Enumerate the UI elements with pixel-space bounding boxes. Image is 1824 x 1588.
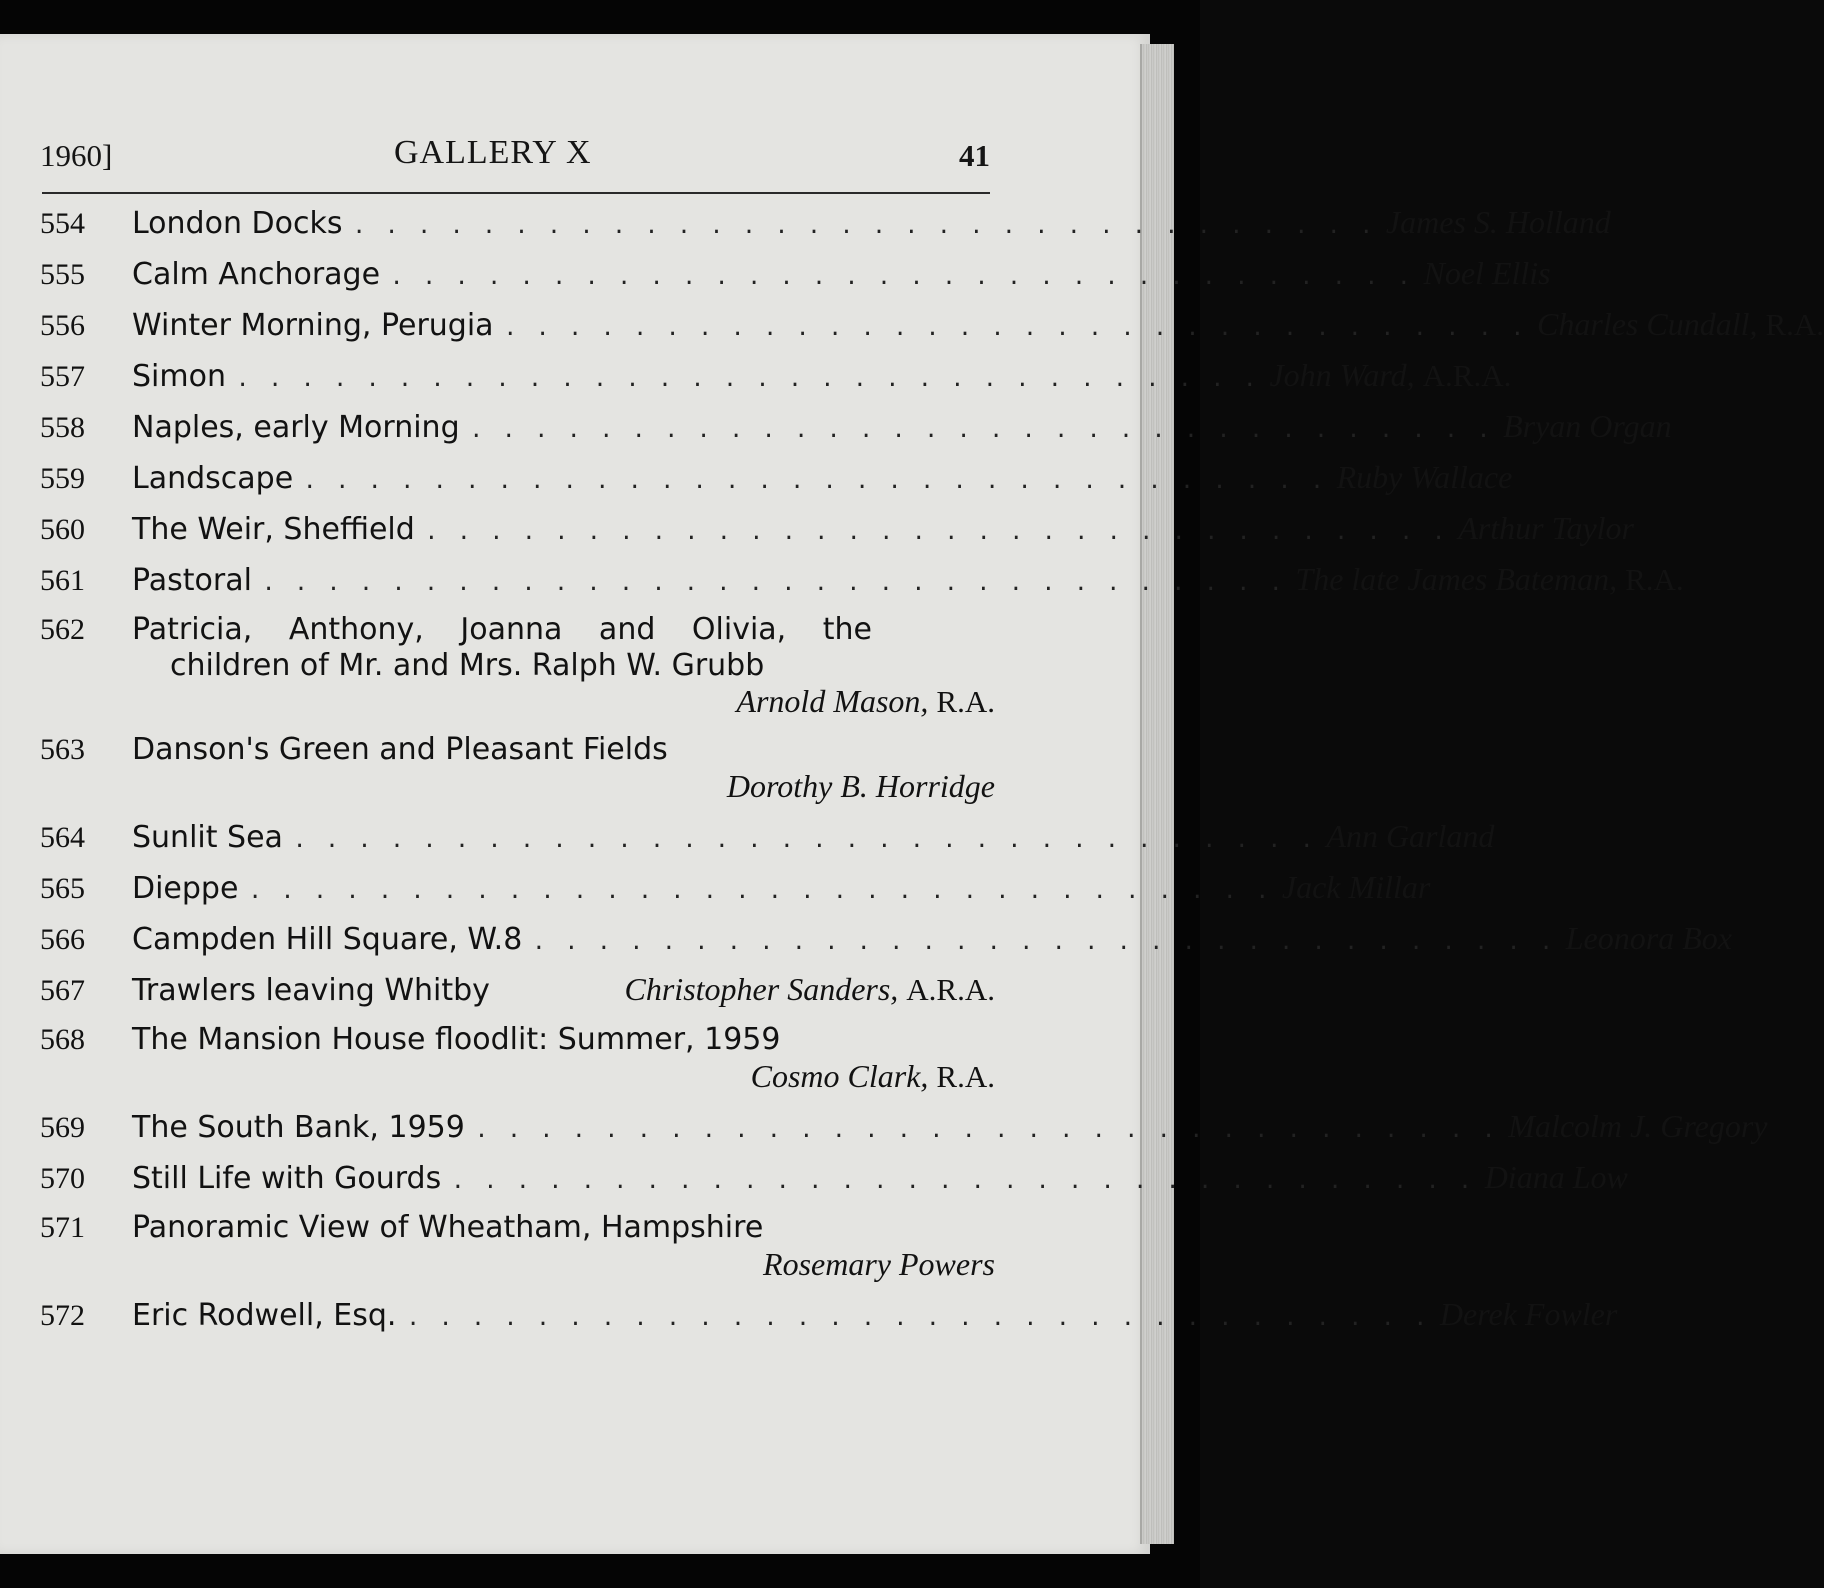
- header-rule: [42, 192, 990, 194]
- catalogue-entry: [40, 356, 1512, 407]
- leader-dots: . . . . . . . . . . . . . . . . . . . . . . . . . . . . . . . .: [352, 214, 1376, 239]
- entry-number: 569: [40, 1111, 85, 1144]
- entry-title: Simon: [132, 359, 226, 394]
- entry-title: Calm Anchorage: [132, 257, 381, 292]
- entry-number: 559: [40, 462, 85, 495]
- leader-dots: . . . . . . . . . . . . . . . . . . . . . . . . . . . . . . . .: [303, 469, 1327, 494]
- entry-artist: Ann Garland: [1326, 818, 1495, 854]
- entry-title: Still Life with Gourds: [132, 1161, 442, 1196]
- header-year: 1960]: [40, 138, 113, 173]
- entry-number: 555: [40, 258, 85, 291]
- catalogue-entry: [40, 731, 995, 817]
- leader-dots: . . . . . . . . . . . . . . . . . . . . . . . . . . . . . . . .: [424, 520, 1449, 545]
- leader-dots: . . . . . . . . . . . . . . . . . . . . . . . . . . . . . . . .: [235, 367, 1260, 392]
- entry-title: Landscape: [132, 461, 294, 496]
- catalogue-entry: [40, 1295, 1618, 1346]
- entry-artist: Rosemary Powers: [763, 1246, 995, 1282]
- entry-title-line-2: children of Mr. and Mrs. Ralph W. Grubb: [170, 648, 765, 683]
- entry-number: 566: [40, 923, 85, 956]
- entry-title: Panoramic View of Wheatham, Hampshire: [132, 1210, 764, 1245]
- entry-title: The South Bank, 1959: [132, 1110, 465, 1145]
- entry-number: 572: [40, 1299, 85, 1332]
- entry-title: Campden Hill Square, W.8: [132, 922, 523, 957]
- leader-dots: . . . . . . . . . . . . . . . . . . . . . . . . . . . . . . . .: [503, 316, 1528, 341]
- entry-artist-honour: R.A.: [1625, 562, 1684, 597]
- catalogue-entry: [40, 1107, 1768, 1158]
- entry-number: 562: [40, 613, 85, 646]
- entry-title-line-1: Patricia, Anthony, Joanna and Olivia, the: [132, 612, 872, 647]
- entry-number: 567: [40, 974, 85, 1007]
- entry-title: Trawlers leaving Whitby: [132, 973, 490, 1008]
- catalogue-entry: [40, 254, 1551, 305]
- entry-artist: Derek Fowler: [1439, 1296, 1618, 1332]
- catalogue-entry: [40, 458, 1513, 509]
- scan-bottom-border: [0, 1554, 1200, 1588]
- leader-dots: . . . . . . . . . . . . . . . . . . . . . . . . . . . . . . . .: [451, 1169, 1475, 1194]
- leader-dots: . . . . . . . . . . . . . . . . . . . . . . . . . . . . . . . .: [406, 1306, 1430, 1331]
- running-head: [40, 132, 990, 178]
- entry-number: 556: [40, 309, 85, 342]
- catalogue-entry: [40, 305, 1824, 356]
- entry-title: Dieppe: [132, 871, 239, 906]
- leader-dots: . . . . . . . . . . . . . . . . . . . . . . . . . . . . . . . .: [469, 418, 1494, 443]
- entry-number: 564: [40, 821, 85, 854]
- leader-dots: . . . . . . . . . . . . . . . . . . . . . . . . . . . . . . . .: [292, 828, 1317, 853]
- entry-number: 554: [40, 207, 85, 240]
- entry-artist-honour: R.A.: [936, 684, 995, 719]
- entry-title: Winter Morning, Perugia: [132, 308, 494, 343]
- catalogue-entry: [40, 919, 1732, 970]
- catalogue-entry: [40, 970, 995, 1021]
- entry-artist: Leonora Box: [1565, 920, 1732, 956]
- entry-title: Sunlit Sea: [132, 820, 283, 855]
- entry-number: 568: [40, 1023, 85, 1056]
- catalogue-entry: [40, 509, 1634, 560]
- entry-artist: Malcolm J. Gregory: [1508, 1108, 1768, 1144]
- leader-dots: . . . . . . . . . . . . . . . . . . . . . . . . . . . . . . . .: [248, 879, 1272, 904]
- leader-dots: . . . . . . . . . . . . . . . . . . . . . . . . . . . . . . . .: [261, 571, 1286, 596]
- entry-artist: Dorothy B. Horridge: [726, 768, 995, 804]
- entry-artist: Ruby Wallace: [1336, 459, 1513, 495]
- header-title: GALLERY X: [394, 134, 592, 171]
- entry-artist-honour: R.A.: [1765, 307, 1824, 342]
- entry-title: Pastoral: [132, 563, 252, 598]
- entry-number: 557: [40, 360, 85, 393]
- entry-artist: Diana Low: [1484, 1159, 1628, 1195]
- entry-number: 571: [40, 1211, 85, 1244]
- entry-artist: Arthur Taylor: [1458, 510, 1634, 546]
- leader-dots: . . . . . . . . . . . . . . . . . . . . . . . . . . . . . . . .: [474, 1118, 1499, 1143]
- entry-number: 563: [40, 733, 85, 766]
- entry-number: 558: [40, 411, 85, 444]
- catalogue-entry: [40, 1158, 1628, 1209]
- entry-title: Naples, early Morning: [132, 410, 460, 445]
- entry-artist: Jack Millar: [1281, 869, 1431, 905]
- catalogue-entry: [40, 407, 1672, 458]
- catalogue-entry: [40, 817, 1495, 868]
- header-page-number: 41: [959, 138, 990, 173]
- entry-number: 565: [40, 872, 85, 905]
- entry-title: The Weir, Sheffield: [132, 512, 415, 547]
- catalogue-entry: [40, 560, 1684, 611]
- catalogue-entry: [40, 868, 1431, 919]
- entry-artist-honour: R.A.: [936, 1059, 995, 1094]
- entry-artist: Bryan Organ: [1503, 408, 1672, 444]
- entry-title: The Mansion House floodlit: Summer, 1959: [132, 1022, 781, 1057]
- catalogue-entry: [40, 611, 995, 731]
- entry-artist-honour: A.R.A.: [906, 972, 995, 1007]
- entry-artist: Christopher Sanders,: [624, 971, 899, 1007]
- leader-dots: . . . . . . . . . . . . . . . . . . . . . . . . . . . . . . . .: [390, 265, 1414, 290]
- catalogue-entries: [40, 203, 1824, 1346]
- entry-artist: Cosmo Clark,: [750, 1058, 929, 1094]
- entry-artist: James S. Holland: [1385, 204, 1611, 240]
- catalogue-entry: [40, 1021, 995, 1107]
- entry-title: Danson's Green and Pleasant Fields: [132, 732, 668, 767]
- entry-number: 561: [40, 564, 85, 597]
- entry-number: 560: [40, 513, 85, 546]
- entry-artist: John Ward,: [1269, 357, 1415, 393]
- entry-title: London Docks: [132, 206, 343, 241]
- catalogue-entry: [40, 1209, 995, 1295]
- entry-number: 570: [40, 1162, 85, 1195]
- entry-title: Eric Rodwell, Esq.: [132, 1298, 397, 1333]
- entry-artist-honour: A.R.A.: [1422, 358, 1512, 393]
- entry-artist: Charles Cundall,: [1537, 306, 1758, 342]
- leader-dots: . . . . . . . . . . . . . . . . . . . . . . . . . . . . . . . .: [532, 930, 1556, 955]
- entry-artist: Arnold Mason,: [736, 683, 929, 719]
- entry-artist: The late James Bateman,: [1295, 561, 1618, 597]
- entry-artist: Noel Ellis: [1423, 255, 1551, 291]
- catalogue-entry: [40, 203, 1611, 254]
